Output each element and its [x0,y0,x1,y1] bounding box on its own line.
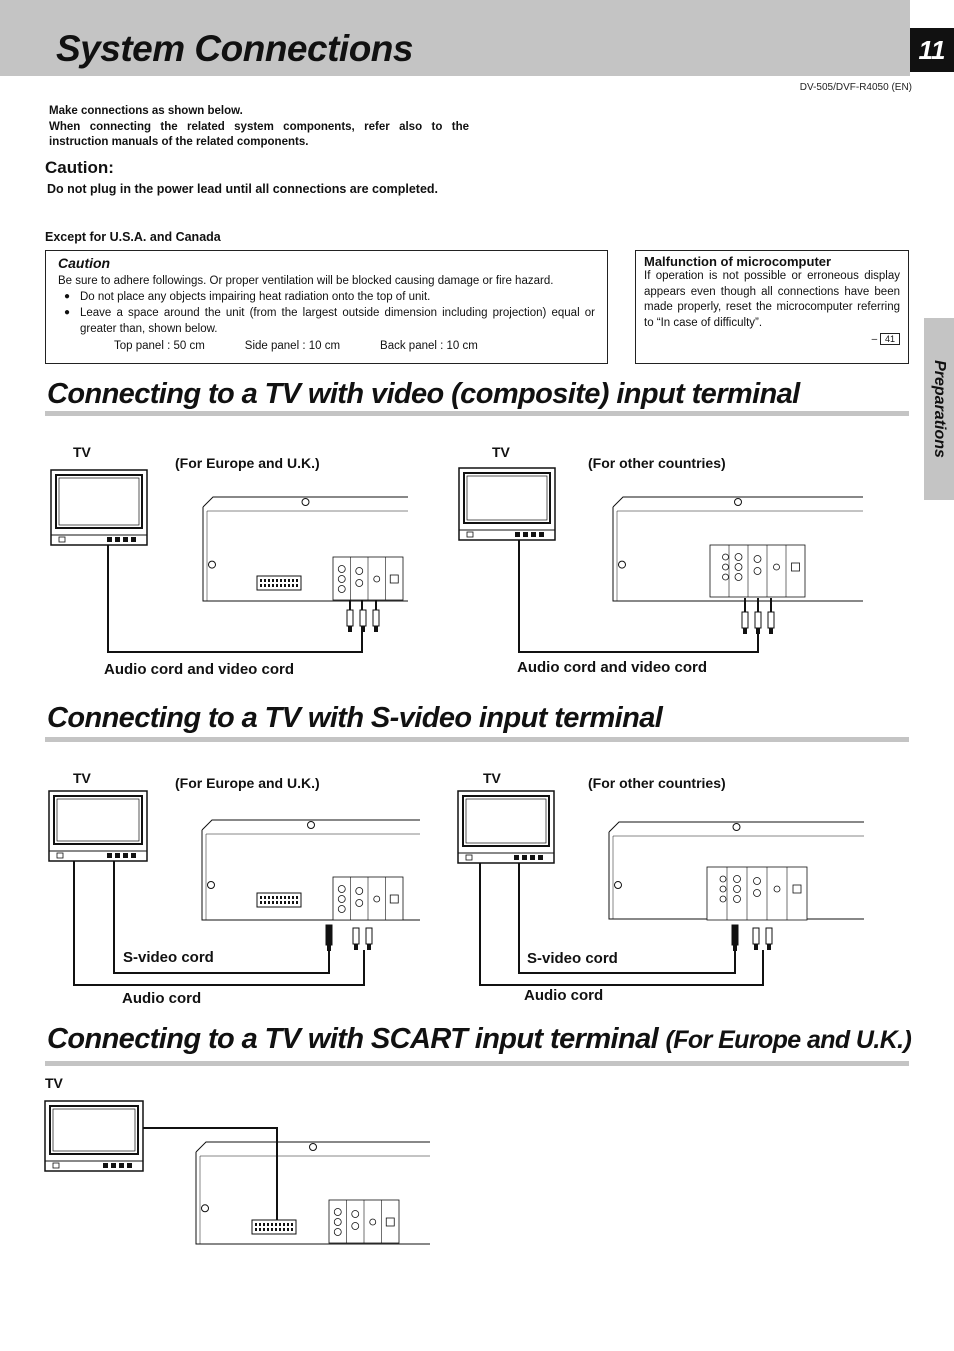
scart-pin [272,579,274,582]
tv-label: TV [45,1075,63,1091]
scart-pin [267,1223,269,1226]
scart-pin [259,1228,261,1231]
scart-pin [276,901,278,904]
tv-control-button [115,853,120,858]
player-top-edge [609,822,864,832]
scart-pin [271,1228,273,1231]
scart-pin [296,579,298,582]
terminal-block [333,557,403,600]
tv-power-button [53,1163,59,1168]
scart-pin [263,1223,265,1226]
plug [326,925,332,945]
tv-control-button [523,532,528,537]
tv-screen-inner [467,476,547,520]
intro-line-2: When connecting the related system components, refer also to the instruction manuals of the related components. [49,120,469,148]
scart-pin [280,901,282,904]
plug-tip [743,628,747,634]
scart-pin [255,1223,257,1226]
caution-box-item: ● Do not place any objects impairing heat radiation onto the top of unit. [64,289,595,305]
page-reference-dash: – [871,334,878,345]
scart-pin [272,584,274,587]
tv-screen-inner [57,799,139,841]
page-reference [644,333,900,345]
tv-control-button [515,532,520,537]
cord-label: Audio cord and video cord [517,659,708,676]
tv-control-button [127,1163,132,1168]
plug [347,610,353,626]
player-top-edge [613,497,863,507]
scart-pin [292,901,294,904]
tv-control-button [522,855,527,860]
plug-tip [769,628,773,634]
plug-tip [367,944,371,950]
cable-plugs [347,610,379,632]
tv-illustration [459,468,555,540]
tv-control-button [115,537,120,542]
section-rule-svideo [45,737,909,742]
tv-control-button [123,853,128,858]
malfunction-text: If operation is not possible or erroneous display appears even though all connections have been made properly, reset the microcomputer referring to “In case of difficulty”. [644,270,900,329]
terminal-block [707,867,807,920]
scart-pin [264,584,266,587]
except-label: Except for U.S.A. and Canada [45,230,221,244]
side-panel-dim: Side panel : 10 cm [244,340,341,352]
jack [734,886,741,893]
dvd-player-rear-panel [613,497,863,601]
scart-pin [287,1228,289,1231]
jack [734,876,741,883]
terminal-block [710,545,805,597]
plug-tip [733,945,737,951]
screw [302,499,309,506]
audio-jack [754,556,761,563]
tv-control-button [107,853,112,858]
cord-label: S-video cord [123,949,214,966]
audio-jack [754,568,761,575]
optical-port [390,575,398,583]
scart-pin [291,1228,293,1231]
tv-label: TV [483,770,501,786]
audio-jack [352,1223,359,1230]
screw [310,1144,317,1151]
audio-jack [352,1211,359,1218]
dvd-player-rear-panel [203,497,408,601]
player-top-edge [196,1142,430,1152]
region-label: (For Europe and U.K.) [175,455,320,471]
jack [735,554,742,561]
cable-plugs [742,612,774,634]
scart-pin [279,1228,281,1231]
jack [735,564,742,571]
model-code: DV-505/DVF-R4050 (EN) [799,82,912,93]
screw [733,824,740,831]
optical-port [793,885,801,893]
scart-pin [255,1228,257,1231]
scart-pin [283,1223,285,1226]
cord-label: Audio cord [122,990,202,1007]
player-panel-edge [613,507,863,601]
player-top-edge [203,497,408,507]
tv-power-button [466,855,472,860]
scart-pin [272,901,274,904]
caution-box-title: Caution [58,255,111,271]
player-panel-edge [203,507,408,601]
plug-tip [756,628,760,634]
cord-label: Audio cord and video cord [104,661,295,678]
caution-box [45,250,608,364]
screw [209,561,216,568]
section-rule-composite [45,411,909,416]
tv-control-button [539,532,544,537]
scart-pin [296,901,298,904]
component-jack [723,574,729,580]
coaxial-jack [374,576,380,582]
top-panel-dim: Top panel : 50 cm [114,340,205,352]
jack [338,906,345,913]
scart-pin [263,1228,265,1231]
cable [350,600,376,622]
tv-control-button [103,1163,108,1168]
scart-pin [260,896,262,899]
cable [108,545,362,652]
region-label: (For Europe and U.K.) [175,775,320,791]
scart-pin [288,584,290,587]
section-rule-scart [45,1061,909,1066]
scart-pin [271,1223,273,1226]
tv-power-button [57,853,63,858]
optical-port [386,1218,394,1226]
jack [338,886,345,893]
scart-pin [259,1223,261,1226]
jack [338,566,345,573]
tv-control-button [531,532,536,537]
screw [619,561,626,568]
tv-control-button [123,537,128,542]
plug-tip [327,945,331,951]
tv-label: TV [73,770,91,786]
scart-pin [260,584,262,587]
tv-screen-inner [466,799,546,843]
scart-pin [268,901,270,904]
page-title: System Connections [56,28,413,69]
plug-tip [767,944,771,950]
plug [742,612,748,628]
plug [366,928,372,944]
scart-pin [296,584,298,587]
jack [734,896,741,903]
caution-heading: Caution: [45,158,114,177]
audio-jack [754,878,761,885]
page-number: 11 [910,28,954,72]
player-panel-edge [196,1152,430,1244]
tv-screen-inner [53,1109,135,1151]
cable-plugs [326,925,332,951]
tv-control-button [538,855,543,860]
tv-control-button [111,1163,116,1168]
page-reference-number: 41 [880,333,900,345]
region-label: (For other countries) [588,775,726,791]
caution-box-intro: Be sure to adhere followings. Or proper ventilation will be blocked causing damage or fire hazard. [58,275,554,287]
section-title-scart-main: Connecting to a TV with SCART input terminal [47,1023,659,1055]
section-title-svideo: Connecting to a TV with S-video input terminal [47,702,663,734]
screw [208,882,215,889]
section-title-scart [47,1023,911,1056]
jack [334,1209,341,1216]
scart-pin [267,1228,269,1231]
scart-pin [264,896,266,899]
tv-illustration [45,1101,143,1171]
tv-control-button [514,855,519,860]
player-top-edge [202,820,420,830]
tv-screen [463,796,549,846]
region-label: (For other countries) [588,455,726,471]
scart-pin [280,896,282,899]
plug-tip [348,626,352,632]
terminal-block [329,1200,399,1243]
caution-text: Do not plug in the power lead until all connections are completed. [47,182,439,196]
caution-box-item: ● Leave a space around the unit (from the largest outside dimension including projection) equal or greater than, shown below. [64,305,595,337]
screw [615,882,622,889]
tv-body [49,791,147,861]
scart-pin [268,579,270,582]
tv-body [45,1101,143,1171]
tv-screen [50,1106,138,1154]
optical-port [390,895,398,903]
audio-jack [356,580,363,587]
plug [753,928,759,944]
malfunction-box [635,250,909,364]
plug-tip [374,626,378,632]
tv-body [51,470,147,545]
tv-control-button [119,1163,124,1168]
component-jack [720,896,726,902]
section-title-scart-sub: (For Europe and U.K.) [665,1026,912,1054]
intro-line-1: Make connections as shown below. [49,105,243,117]
scart-pin [287,1223,289,1226]
player-panel-edge [609,832,864,919]
jack [338,586,345,593]
tv-label: TV [492,444,510,460]
component-jack [723,564,729,570]
screw [735,499,742,506]
scart-connector [252,1220,296,1234]
tv-body [458,791,554,863]
jack [334,1219,341,1226]
tv-label: TV [73,444,91,460]
cable-plugs [753,928,772,950]
cord-label: Audio cord [524,987,604,1004]
scart-pin [288,579,290,582]
screw [308,822,315,829]
jack [334,1229,341,1236]
component-jack [720,886,726,892]
scart-pin [260,579,262,582]
plug [360,610,366,626]
tv-control-button [107,537,112,542]
scart-connector [257,893,301,907]
scart-pin [264,901,266,904]
scart-pin [284,579,286,582]
cable [519,540,758,652]
tv-body [459,468,555,540]
scart-pin [268,584,270,587]
scart-pin [279,1223,281,1226]
screw [202,1205,209,1212]
tv-illustration [49,791,147,861]
jack [338,576,345,583]
plug [353,928,359,944]
scart-pin [296,896,298,899]
cable [143,1128,277,1220]
malfunction-title: Malfunction of microcomputer [644,254,832,269]
tv-screen [54,796,142,844]
plug-tip [754,944,758,950]
tv-control-button [530,855,535,860]
intro-text [49,104,469,151]
scart-pin [260,901,262,904]
cable [74,861,364,985]
scart-pin [291,1223,293,1226]
audio-jack [754,890,761,897]
caution-box-list [64,289,595,337]
section-title-composite: Connecting to a TV with video (composite) input terminal [47,378,800,410]
scart-pin [284,896,286,899]
coaxial-jack [774,564,780,570]
side-tab [924,318,954,500]
scart-pin [276,896,278,899]
cable [745,598,771,628]
plug-tip [361,626,365,632]
scart-pin [288,901,290,904]
plug [732,925,738,945]
tv-power-button [467,532,473,537]
tv-control-button [131,537,136,542]
component-jack [723,554,729,560]
scart-pin [275,1228,277,1231]
player-panel-edge [202,830,420,920]
tv-illustration [51,470,147,545]
coaxial-jack [774,886,780,892]
scart-pin [276,579,278,582]
scart-pin [280,584,282,587]
scart-pin [272,896,274,899]
tv-screen-inner [59,478,139,525]
tv-illustration [458,791,554,863]
coaxial-jack [370,1219,376,1225]
plug-tip [354,944,358,950]
dvd-player-rear-panel [202,820,420,920]
jack [735,574,742,581]
plug [373,610,379,626]
jack [338,896,345,903]
scart-pin [264,579,266,582]
scart-pin [283,1228,285,1231]
plug [755,612,761,628]
audio-jack [356,900,363,907]
terminal-block [333,877,403,920]
plug [768,612,774,628]
scart-pin [292,584,294,587]
plug [766,928,772,944]
scart-pin [292,579,294,582]
audio-jack [356,888,363,895]
component-jack [720,876,726,882]
cable-plugs [732,925,738,951]
cord-label: S-video cord [527,950,618,967]
scart-pin [276,584,278,587]
dvd-player-rear-panel [196,1142,430,1244]
optical-port [792,563,800,571]
cable-plugs [353,928,372,950]
audio-jack [356,568,363,575]
scart-pin [284,584,286,587]
coaxial-jack [374,896,380,902]
tv-screen [56,475,142,528]
scart-pin [280,579,282,582]
caution-box-body [58,273,595,354]
scart-pin [284,901,286,904]
cable [480,863,763,985]
clearance-dimensions [114,338,595,354]
tv-power-button [59,537,65,542]
scart-connector [257,576,301,590]
scart-pin [292,896,294,899]
tv-screen [464,473,550,523]
scart-pin [288,896,290,899]
side-tab-label: Preparations [931,360,948,458]
tv-control-button [131,853,136,858]
scart-pin [268,896,270,899]
dvd-player-rear-panel [609,822,864,920]
scart-pin [275,1223,277,1226]
back-panel-dim: Back panel : 10 cm [380,340,478,352]
